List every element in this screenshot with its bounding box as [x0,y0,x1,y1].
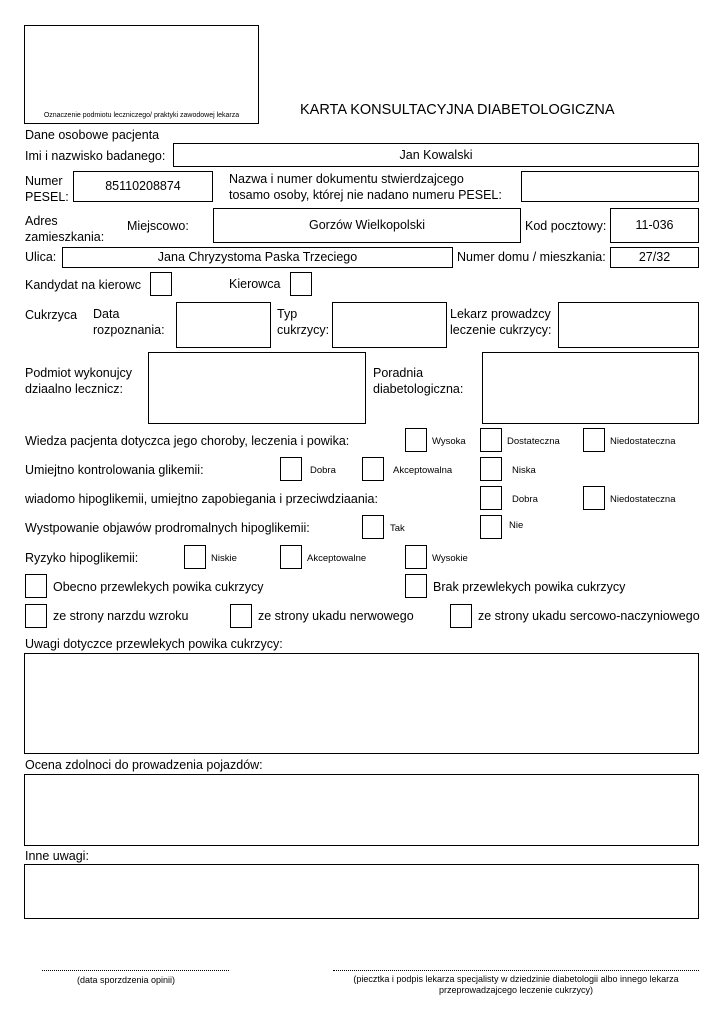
diagnosis-date-field[interactable] [176,302,271,348]
candidate-driver-checkbox[interactable] [150,272,172,296]
nerve-complications-label: ze strony ukadu nerwowego [258,609,414,623]
glycemia-low-label: Niska [512,465,536,476]
complications-present-checkbox[interactable] [25,574,47,598]
street-field[interactable]: Jana Chryzystoma Paska Trzeciego [62,247,453,268]
knowledge-insufficient-checkbox[interactable] [583,428,605,452]
treating-doctor-field[interactable] [558,302,699,348]
section-personal-data: Dane osobowe pacjenta [25,128,160,142]
prodromal-yes-checkbox[interactable] [362,515,384,539]
glycemia-acceptable-checkbox[interactable] [362,457,384,481]
risk-acceptable-checkbox[interactable] [280,545,302,569]
glycemia-good-label: Dobra [310,465,336,476]
diabetes-clinic-field[interactable] [482,352,699,424]
knowledge-high-checkbox[interactable] [405,428,427,452]
hypo-awareness-insufficient-checkbox[interactable] [583,486,605,510]
prodromal-symptoms-label: Wystpowanie objawów prodromalnych hipoglikemii: [25,521,310,535]
other-notes-label: Inne uwagi: [25,849,89,863]
medical-entity-label: Podmiot wykonujcy dziaalno lecznicz: [25,366,132,396]
prodromal-no-checkbox[interactable] [480,515,502,539]
driving-ability-field[interactable] [24,774,699,846]
complications-absent-label: Brak przewlekych powika cukrzycy [433,580,626,594]
knowledge-insufficient-label: Niedostateczna [610,436,676,447]
risk-acceptable-label: Akceptowalne [307,553,367,564]
cardio-complications-label: ze strony ukadu sercowo-naczyniowego [478,609,700,623]
logo-box [24,25,259,124]
cardio-complications-checkbox[interactable] [450,604,472,628]
document-field[interactable] [521,171,699,202]
name-field[interactable]: Jan Kowalski [173,143,699,167]
date-caption: (data sporzdzenia opinii) [76,975,176,985]
risk-high-label: Wysokie [432,553,468,564]
hypoglycemia-awareness-label: wiadomo hipoglikemii, umiejtno zapobiegania i przeciwdziaania: [25,492,378,506]
postal-code-field[interactable]: 11-036 [610,208,699,243]
eye-complications-label: ze strony narzdu wzroku [53,609,189,623]
glycemia-acceptable-label: Akceptowalna [393,465,453,476]
date-signature-line [42,970,229,971]
complication-notes-field[interactable] [24,653,699,754]
knowledge-sufficient-checkbox[interactable] [480,428,502,452]
driving-ability-label: Ocena zdolnoci do prowadzenia pojazdów: [25,758,263,772]
complications-absent-checkbox[interactable] [405,574,427,598]
glycemia-control-label: Umiejtno kontrolowania glikemii: [25,463,204,477]
address-label: Adres zamieszkania: [25,214,105,244]
document-label: Nazwa i numer dokumentu stwierdzajcego tosamo osoby, której nie nadano numeru PESEL: [229,172,502,202]
risk-high-checkbox[interactable] [405,545,427,569]
eye-complications-checkbox[interactable] [25,604,47,628]
street-label: Ulica: [25,250,57,264]
hypo-awareness-insufficient-label: Niedostateczna [610,494,676,505]
glycemia-good-checkbox[interactable] [280,457,302,481]
prodromal-yes-label: Tak [390,523,405,534]
prodromal-no-label: Nie [509,520,524,531]
driver-checkbox[interactable] [290,272,312,296]
knowledge-high-label: Wysoka [432,436,466,447]
diagnosis-date-label: Data rozpoznania: [93,307,165,337]
logo-box-caption: Oznaczenie podmiotu leczniczego/ praktyki zawodowej lekarza [43,112,240,119]
pesel-field[interactable]: 85110208874 [73,171,213,202]
hypoglycemia-risk-label: Ryzyko hipoglikemii: [25,551,139,565]
postal-code-label: Kod pocztowy: [525,219,607,233]
pesel-label: Numer PESEL: [25,174,69,204]
page-title: KARTA KONSULTACYJNA DIABETOLOGICZNA [300,102,615,118]
diabetes-label: Cukrzyca [25,308,78,322]
stamp-signature-line [333,970,699,971]
knowledge-label: Wiedza pacjenta dotyczca jego choroby, leczenia i powika: [25,434,350,448]
candidate-driver-label: Kandydat na kierowc [25,278,142,292]
hypo-awareness-good-label: Dobra [512,494,538,505]
diabetes-type-field[interactable] [332,302,447,348]
diabetes-clinic-label: Poradnia diabetologiczna: [373,366,464,396]
complications-present-label: Obecno przewlekych powika cukrzycy [53,580,264,594]
medical-entity-field[interactable] [148,352,366,424]
city-field[interactable]: Gorzów Wielkopolski [213,208,521,243]
glycemia-low-checkbox[interactable] [480,457,502,481]
treating-doctor-label: Lekarz prowadzcy leczenie cukrzycy: [450,307,552,337]
name-label: Imi i nazwisko badanego: [25,149,166,163]
other-notes-field[interactable] [24,864,699,919]
diabetes-type-label: Typ cukrzycy: [277,307,330,337]
complication-notes-label: Uwagi dotyczce przewlekych powika cukrzycy: [25,637,283,651]
hypo-awareness-good-checkbox[interactable] [480,486,502,510]
nerve-complications-checkbox[interactable] [230,604,252,628]
house-number-label: Numer domu / mieszkania: [457,250,606,264]
knowledge-sufficient-label: Dostateczna [507,436,560,447]
city-label: Miejscowo: [127,219,189,233]
risk-low-label: Niskie [211,553,237,564]
risk-low-checkbox[interactable] [184,545,206,569]
driver-label: Kierowca [229,277,281,291]
stamp-caption: (piecztka i podpis lekarza specjalisty w dziedzinie diabetologii albo innego lekarza przeprowadzajcego leczenie cukrzycy) [353,974,679,995]
house-number-field[interactable]: 27/32 [610,247,699,268]
